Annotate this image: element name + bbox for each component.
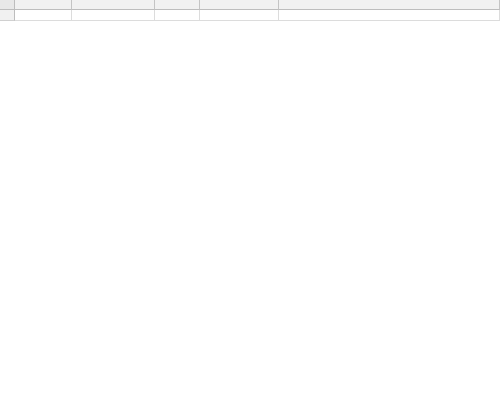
header-comments[interactable] — [279, 10, 500, 21]
header-row — [15, 10, 500, 21]
column-header-a[interactable] — [15, 0, 72, 10]
column-header-b[interactable] — [72, 0, 155, 10]
row-header[interactable] — [0, 10, 15, 21]
header-similar-art[interactable] — [200, 10, 279, 21]
column-header-c[interactable] — [155, 0, 200, 10]
header-art-reuse[interactable] — [155, 10, 200, 21]
header-card-reference[interactable] — [15, 10, 72, 21]
column-header-d[interactable] — [200, 0, 279, 10]
header-card-title[interactable] — [72, 10, 155, 21]
select-all-corner[interactable] — [0, 0, 15, 10]
column-header-e[interactable] — [279, 0, 500, 10]
